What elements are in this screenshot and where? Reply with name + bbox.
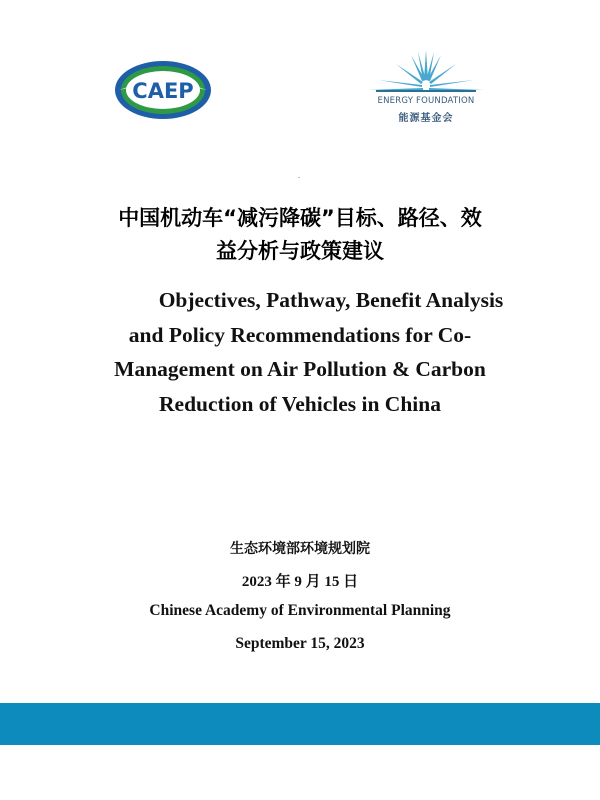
title-english-line: Management on Air Pollution & Carbon bbox=[114, 357, 486, 381]
title-chinese bbox=[90, 202, 510, 268]
title-english-line: Objectives, Pathway, Benefit Analysis bbox=[158, 288, 504, 312]
decorative-dot bbox=[298, 177, 300, 178]
title-english-line: and Policy Recommendations for Co- bbox=[128, 322, 472, 347]
energy-foundation-name: ENERGY FOUNDATION bbox=[377, 96, 475, 106]
publisher-name-chinese: 生态环境部环境规划院 bbox=[230, 541, 370, 557]
title-chinese-line: 益分析与政策建议 bbox=[216, 239, 384, 263]
caep-logo-graphic bbox=[113, 59, 213, 121]
publisher-name-english: Chinese Academy of Environmental Planning bbox=[149, 602, 451, 619]
title-english-line: Reduction of Vehicles in China bbox=[159, 391, 441, 416]
publish-date-chinese: 2023 年 9 月 15 日 bbox=[241, 574, 359, 590]
caep-logo bbox=[113, 59, 213, 121]
title-english bbox=[80, 283, 520, 421]
energy-foundation-logo bbox=[366, 50, 486, 126]
energy-foundation-name-cn: 能源基金会 bbox=[398, 113, 454, 124]
starburst-icon bbox=[366, 50, 486, 96]
caep-logo-text: CAEP bbox=[132, 79, 194, 103]
publish-date-english: September 15, 2023 bbox=[235, 635, 365, 652]
title-chinese-line: 中国机动车“减污降碳”目标、路径、效 bbox=[118, 206, 482, 230]
footer-color-band bbox=[0, 703, 600, 745]
